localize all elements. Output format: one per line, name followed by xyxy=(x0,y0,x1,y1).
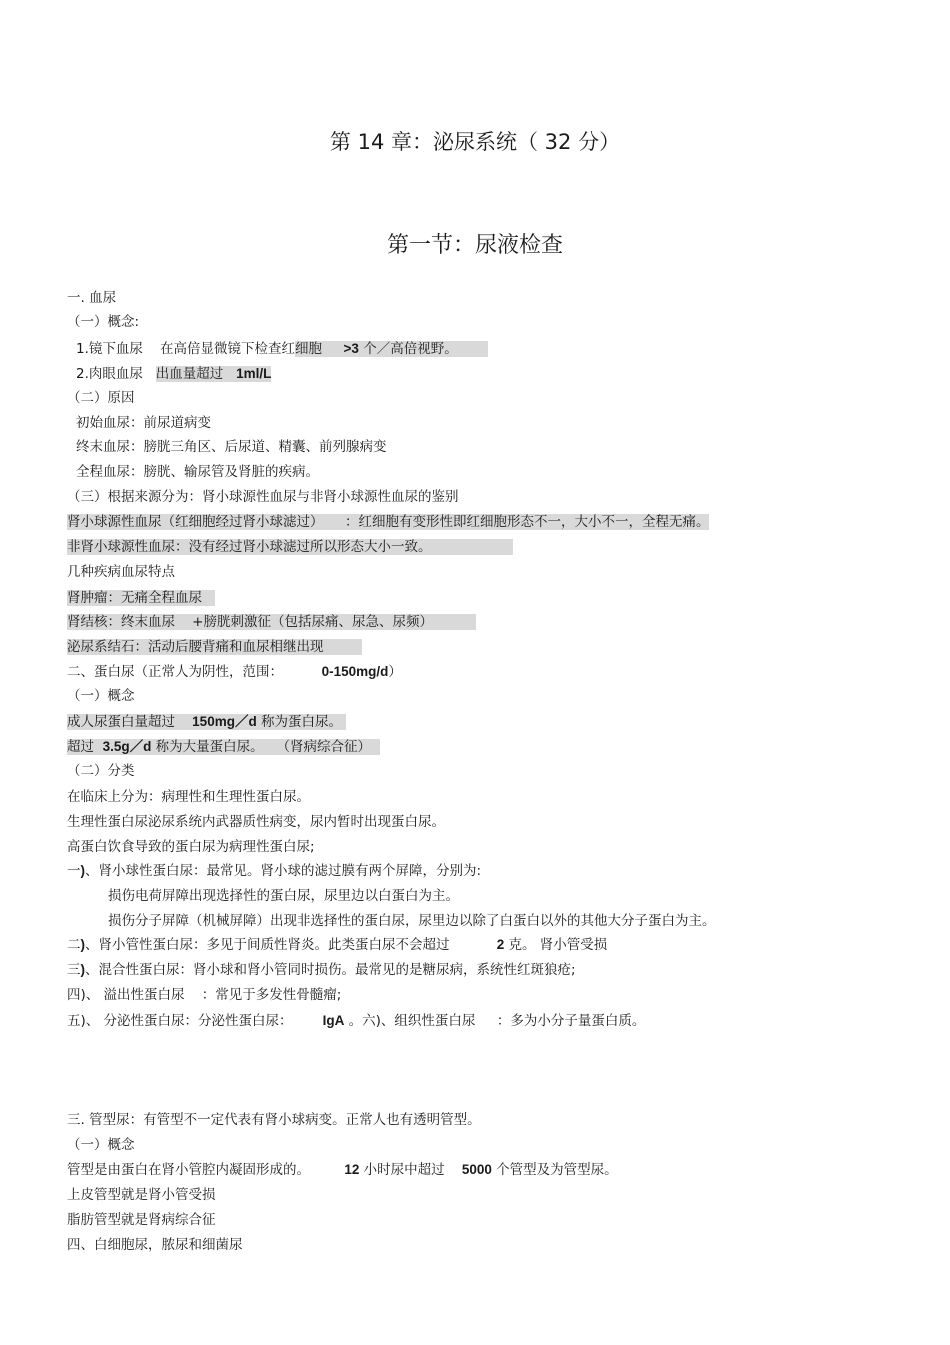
massive-proteinuria-line xyxy=(67,737,380,757)
text-span: 个管型及为管型尿。 xyxy=(491,1162,618,1178)
text-span: 一 xyxy=(67,863,81,879)
bold-value: 0-150mg/d xyxy=(321,664,389,679)
gross-hematuria-line xyxy=(76,364,271,384)
initial-hematuria: 初始血尿：前尿道病变 xyxy=(76,415,211,431)
secretory-proteinuria xyxy=(67,1011,645,1031)
section-title: 第一节：尿液检查 xyxy=(386,233,563,258)
text-span: 、混合性蛋白尿：肾小球和肾小管同时损伤。最常见的是糖尿病，系统性红斑狼疮; xyxy=(85,962,576,978)
text-span: 称为蛋白尿。 xyxy=(256,714,347,730)
highlight-span: 肾肿瘤：无痛全程血尿 xyxy=(67,590,215,606)
total-hematuria: 全程血尿：膀胱、输尿管及肾脏的疾病。 xyxy=(76,464,319,480)
mixed-proteinuria xyxy=(67,960,576,980)
text-span: 三 xyxy=(67,962,81,978)
highlight-span: 肾小球源性血尿（红细胞经过肾小球滤过） ：红细胞有变形性即红细胞形态不一，大小不一，全程无痛。 xyxy=(67,514,710,530)
non-glomerular-hematuria xyxy=(67,537,513,557)
charge-barrier: 损伤电荷屏障出现选择性的蛋白尿，尿里边以白蛋白为主。 xyxy=(108,888,459,904)
high-protein-diet: 高蛋白饮食导致的蛋白尿为病理性蛋白尿; xyxy=(67,839,315,855)
bold-value: 1ml/L xyxy=(236,366,272,381)
highlight-span xyxy=(295,341,488,357)
highlight-span xyxy=(67,739,380,755)
adult-proteinuria-line xyxy=(67,712,346,732)
leukocyturia-heading: 四、白细胞尿，脓尿和细菌尿 xyxy=(67,1237,243,1253)
bold-value: ) xyxy=(80,863,85,878)
highlight-span: 非肾小球源性血尿：没有经过肾小球滤过所以形态大小一致。 xyxy=(67,539,514,555)
proteinuria-heading xyxy=(67,662,402,682)
size-barrier: 损伤分子屏障（机械屏障）出现非选择性的蛋白尿，尿里边以除了白蛋白以外的其他大分子蛋白为主。 xyxy=(108,913,716,929)
fatty-cast: 脂肪管型就是肾病综合征 xyxy=(67,1212,216,1228)
tubular-proteinuria xyxy=(67,935,607,955)
text-span: 小时尿中超过 xyxy=(359,1162,462,1178)
text-span: 出血量超过 xyxy=(155,366,237,382)
overflow-proteinuria: 四)、 溢出性蛋白尿 ：常见于多发性骨髓瘤; xyxy=(67,987,342,1003)
hematuria-cause-heading: （二）原因 xyxy=(67,390,135,406)
urinary-stone-line xyxy=(67,637,362,657)
text-span: 成人尿蛋白量超过 xyxy=(67,714,193,730)
text-span: 二 xyxy=(67,937,81,953)
casts-heading: 三. 管型尿：有管型不一定代表有肾小球病变。正常人也有透明管型。 xyxy=(67,1112,481,1128)
hematuria-heading: 一. 血尿 xyxy=(67,290,117,306)
text-span: 。六)、组织性蛋白尿 ：多为小分子量蛋白质。 xyxy=(344,1013,646,1029)
bold-value: IgA xyxy=(322,1013,345,1028)
bold-value: ) xyxy=(80,962,85,977)
proteinuria-concept-heading: （一）概念 xyxy=(67,688,135,704)
clinical-classification: 在临床上分为：病理性和生理性蛋白尿。 xyxy=(67,789,310,805)
bold-value: >3 xyxy=(343,341,359,356)
kidney-tumor-line xyxy=(67,588,215,608)
text-span: 管型是由蛋白在肾小管腔内凝固形成的。 xyxy=(67,1162,345,1178)
kidney-tb-line xyxy=(67,612,476,632)
highlight-span: 泌尿系结石：活动后腰背痛和血尿相继出现 xyxy=(67,639,363,655)
text-span: 超过 xyxy=(67,739,103,755)
physiological-proteinuria: 生理性蛋白尿泌尿系统内武器质性病变，尿内暂时出现蛋白尿。 xyxy=(67,814,445,830)
casts-concept-heading: （一）概念 xyxy=(67,1137,135,1153)
epithelial-cast: 上皮管型就是肾小管受损 xyxy=(67,1187,216,1203)
text-span: 、肾小球性蛋白尿：最常见。肾小球的滤过膜有两个屏障，分别为: xyxy=(85,863,482,879)
text-span: 肾结核：终末血尿 xyxy=(67,614,193,630)
text-span: 细胞 xyxy=(295,341,344,357)
microscopic-hematuria-line xyxy=(76,339,488,359)
text-span: 二、蛋白尿（正常人为阴性，范围： xyxy=(67,664,322,680)
text-span: 2.肉眼血尿 xyxy=(76,366,156,382)
bold-value: 5000 xyxy=(461,1162,492,1177)
highlight-span xyxy=(67,714,346,730)
bold-value: ) xyxy=(80,937,85,952)
proteinuria-class-heading: （二）分类 xyxy=(67,763,135,779)
bold-value: 150mg／d xyxy=(192,714,257,729)
glomerular-proteinuria xyxy=(67,861,481,881)
hematuria-source-heading: （三）根据来源分为：肾小球源性血尿与非肾小球源性血尿的鉴别 xyxy=(67,489,459,505)
bold-value: 3.5g／d xyxy=(102,739,152,754)
text-span: 个／高倍视野。 xyxy=(358,341,488,357)
bold-value: 12 xyxy=(344,1162,360,1177)
glomerular-hematuria xyxy=(67,512,709,532)
casts-definition xyxy=(67,1160,618,1180)
terminal-hematuria: 终末血尿：膀胱三角区、后尿道、精囊、前列腺病变 xyxy=(76,439,387,455)
text-span: +膀胱刺激征（包括尿痛、尿急、尿频） xyxy=(192,614,476,630)
diseases-heading: 几种疾病血尿特点 xyxy=(67,564,175,580)
chapter-title: 第 14 章：泌尿系统（ 32 分） xyxy=(329,130,621,154)
text-span: 五)、 分泌性蛋白尿：分泌性蛋白尿： xyxy=(67,1013,323,1029)
highlight-span xyxy=(156,366,272,382)
text-span: 称为大量蛋白尿。 （肾病综合征） xyxy=(151,739,380,755)
text-span: 1.镜下血尿 在高倍显微镜下检查红 xyxy=(76,341,296,357)
text-span: 克。 肾小管受损 xyxy=(504,937,608,953)
bold-value: 2 xyxy=(496,937,505,952)
highlight-span xyxy=(67,614,476,630)
text-span: 、肾小管性蛋白尿：多见于间质性肾炎。此类蛋白尿不会超过 xyxy=(85,937,497,953)
hematuria-concept-heading: （一）概念: xyxy=(67,314,140,330)
text-span: ） xyxy=(388,664,402,680)
